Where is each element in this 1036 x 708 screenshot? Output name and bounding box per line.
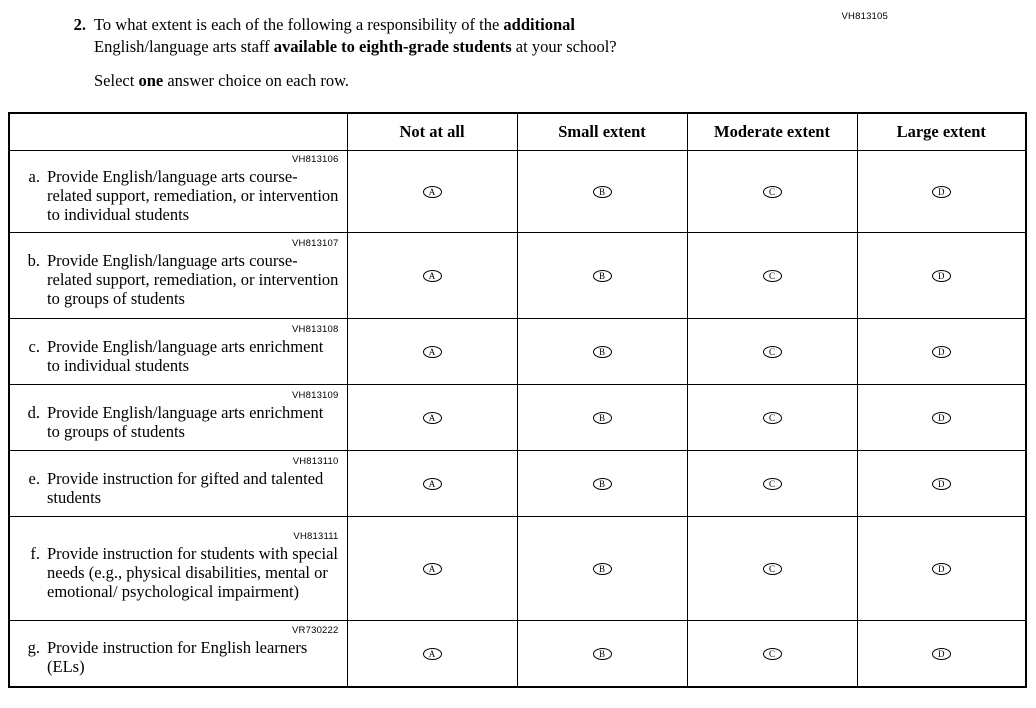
row-letter-e: e. (28, 468, 40, 488)
radio-d-large-extent[interactable] (857, 385, 1026, 451)
radio-c-moderate-extent[interactable] (687, 319, 857, 385)
radio-f-small-extent[interactable] (517, 517, 687, 621)
bubble-icon[interactable]: D (932, 346, 951, 358)
radio-f-large-extent[interactable] (857, 517, 1026, 621)
radio-b-large-extent[interactable] (857, 233, 1026, 319)
grid-header-small-extent: Small extent (517, 113, 687, 151)
question-item-code: VH813105 (841, 11, 888, 22)
row-text-e: Provide instruction for gifted and talented students (47, 468, 324, 507)
row-item-code-a: VH813106 (292, 154, 339, 165)
question-text-part-1: To what extent is each of the following a responsibility of the (94, 15, 504, 34)
bubble-icon[interactable]: B (593, 412, 612, 424)
table-row (9, 517, 1026, 621)
bubble-icon[interactable]: D (932, 270, 951, 282)
table-row (9, 151, 1026, 233)
radio-e-not-at-all[interactable] (347, 451, 517, 517)
bubble-icon[interactable]: C (763, 186, 782, 198)
instruction-pre: Select (94, 71, 139, 90)
bubble-icon[interactable]: B (593, 563, 612, 575)
radio-b-small-extent[interactable] (517, 233, 687, 319)
row-letter-f: f. (30, 544, 40, 563)
row-letter-a: a. (28, 167, 40, 186)
bubble-icon[interactable]: D (932, 563, 951, 575)
table-row (9, 385, 1026, 451)
row-stem-content-a (18, 167, 339, 224)
radio-c-large-extent[interactable] (857, 319, 1026, 385)
grid-header-not-at-all: Not at all (347, 113, 517, 151)
radio-a-small-extent[interactable] (517, 151, 687, 233)
bubble-icon[interactable]: B (593, 270, 612, 282)
row-item-code-f: VH813111 (293, 531, 339, 542)
row-stem-c (9, 319, 347, 385)
bubble-icon[interactable]: A (423, 648, 442, 660)
table-row (9, 451, 1026, 517)
table-row (9, 233, 1026, 319)
question-text (94, 14, 617, 58)
bubble-icon[interactable]: B (593, 648, 612, 660)
bubble-icon[interactable]: A (423, 478, 442, 490)
row-stem-content-d (18, 403, 339, 441)
row-stem-content-e (18, 469, 339, 507)
radio-e-large-extent[interactable] (857, 451, 1026, 517)
radio-d-moderate-extent[interactable] (687, 385, 857, 451)
bubble-icon[interactable]: A (423, 270, 442, 282)
grid-header-row (9, 113, 1026, 151)
radio-b-moderate-extent[interactable] (687, 233, 857, 319)
row-text-a: Provide English/language arts course-related support, remediation, or intervention to individual students (47, 167, 339, 224)
row-stem-content-b (18, 251, 339, 308)
response-grid (8, 112, 1027, 688)
radio-g-large-extent[interactable] (857, 621, 1026, 687)
row-item-code-b: VH813107 (292, 238, 339, 249)
bubble-icon[interactable]: B (593, 478, 612, 490)
row-stem-d (9, 385, 347, 451)
row-stem-content-g (18, 638, 339, 676)
bubble-icon[interactable]: B (593, 186, 612, 198)
row-letter-g: g. (27, 638, 40, 658)
bubble-icon[interactable]: D (932, 412, 951, 424)
row-item-code-g: VR730222 (292, 625, 339, 637)
grid-header-large-extent: Large extent (857, 113, 1026, 151)
radio-e-small-extent[interactable] (517, 451, 687, 517)
row-letter-b: b. (27, 251, 40, 270)
question-text-part-3: at your school? (511, 37, 617, 56)
radio-g-moderate-extent[interactable] (687, 621, 857, 687)
row-text-b: Provide English/language arts course-related support, remediation, or intervention to groups of students (47, 251, 339, 308)
bubble-icon[interactable]: C (763, 478, 782, 490)
bubble-icon[interactable]: C (763, 648, 782, 660)
table-row (9, 319, 1026, 385)
grid-header (9, 113, 1026, 151)
bubble-icon[interactable]: C (763, 412, 782, 424)
row-text-d: Provide English/language arts enrichment to groups of students (47, 402, 324, 441)
question-text-bold-2: available to eighth-grade students (273, 37, 512, 56)
bubble-icon[interactable]: A (423, 186, 442, 198)
grid-header-stem (9, 113, 347, 151)
radio-g-small-extent[interactable] (517, 621, 687, 687)
bubble-icon[interactable]: C (763, 270, 782, 282)
radio-f-moderate-extent[interactable] (687, 517, 857, 621)
radio-f-not-at-all[interactable] (347, 517, 517, 621)
radio-b-not-at-all[interactable] (347, 233, 517, 319)
bubble-icon[interactable]: D (932, 186, 951, 198)
radio-a-not-at-all[interactable] (347, 151, 517, 233)
bubble-icon[interactable]: A (423, 412, 442, 424)
question-line (60, 14, 960, 58)
question-instruction (94, 71, 960, 91)
radio-c-small-extent[interactable] (517, 319, 687, 385)
instruction-emphasis: one (138, 71, 164, 90)
bubble-icon[interactable]: C (763, 346, 782, 358)
row-text-f: Provide instruction for students with special needs (e.g., physical disabilities, mental or emotional/ psychological impairment) (47, 544, 338, 601)
bubble-icon[interactable]: D (932, 648, 951, 660)
radio-c-not-at-all[interactable] (347, 319, 517, 385)
bubble-icon[interactable]: C (763, 563, 782, 575)
row-stem-a (9, 151, 347, 233)
row-text-g: Provide instruction for English learners (ELs) (47, 638, 308, 677)
row-item-code-e: VH813110 (292, 455, 339, 467)
row-item-code-c: VH813108 (292, 323, 339, 335)
grid-header-moderate-extent: Moderate extent (687, 113, 857, 151)
bubble-icon[interactable]: A (423, 346, 442, 358)
row-letter-d: d. (27, 402, 40, 422)
table-row (9, 621, 1026, 687)
radio-a-moderate-extent[interactable] (687, 151, 857, 233)
row-stem-e (9, 451, 347, 517)
radio-g-not-at-all[interactable] (347, 621, 517, 687)
radio-a-large-extent[interactable] (857, 151, 1026, 233)
radio-e-moderate-extent[interactable] (687, 451, 857, 517)
row-letter-c: c. (28, 336, 40, 356)
bubble-icon[interactable]: D (932, 478, 951, 490)
row-stem-f (9, 517, 347, 621)
radio-d-small-extent[interactable] (517, 385, 687, 451)
question-text-part-2: English/language arts staff (94, 37, 274, 56)
bubble-icon[interactable]: A (423, 563, 442, 575)
bubble-icon[interactable]: B (593, 346, 612, 358)
question-number: 2. (73, 15, 86, 34)
radio-d-not-at-all[interactable] (347, 385, 517, 451)
row-stem-g (9, 621, 347, 687)
row-stem-b (9, 233, 347, 319)
row-text-c: Provide English/language arts enrichment to individual students (47, 336, 324, 375)
row-item-code-d: VH813109 (292, 389, 339, 401)
question-block (60, 14, 960, 91)
instruction-post: answer choice on each row. (163, 71, 350, 90)
question-text-bold-1: additional (503, 15, 575, 34)
grid-body (9, 151, 1026, 687)
row-stem-content-f (18, 544, 339, 601)
row-stem-content-c (18, 337, 339, 375)
